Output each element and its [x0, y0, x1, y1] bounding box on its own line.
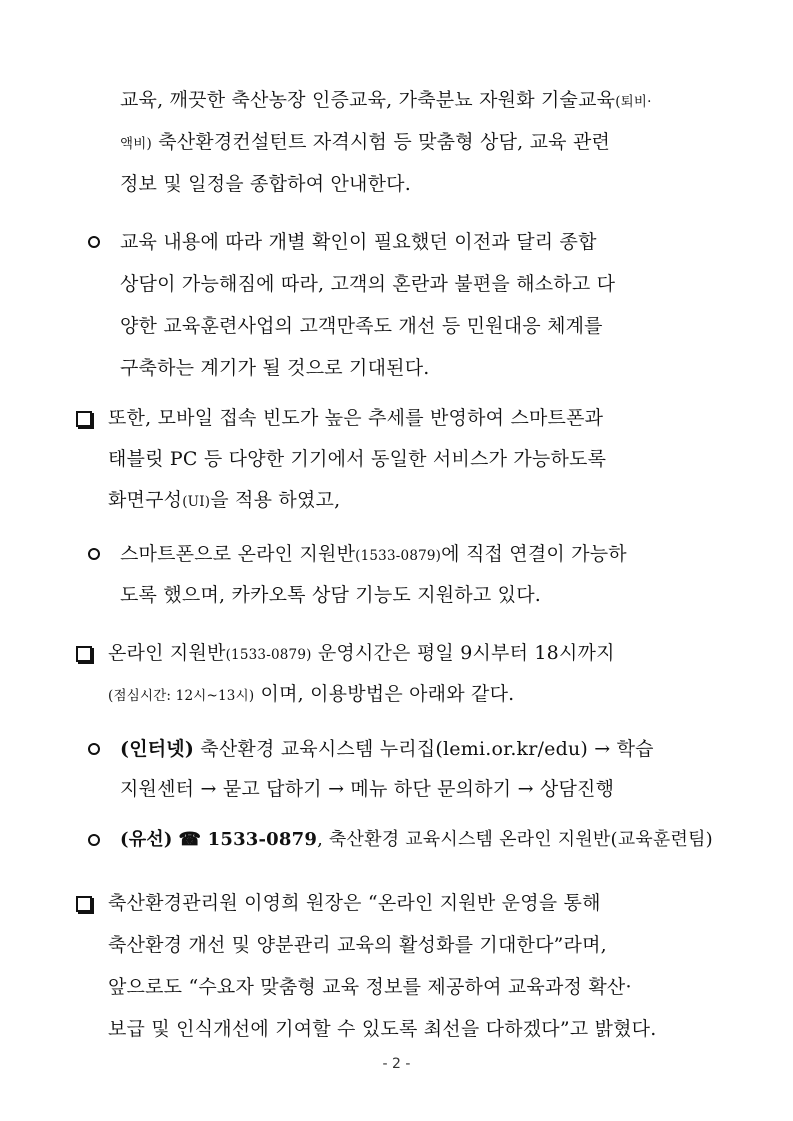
p3-line-3-small: (UI) — [182, 494, 211, 510]
p4-line-1-text-b: 에 직접 연결이 가능하 — [441, 543, 627, 565]
p1-line-2-text: 축산환경컨설턴트 자격시험 등 맞춤형 상담, 교육 관련 — [151, 131, 611, 153]
circle-bullet-icon — [88, 548, 100, 560]
p7-line-1 — [120, 828, 713, 852]
square-bullet-icon — [76, 896, 92, 912]
p1-line-1-text: 교육, 깨끗한 축산농장 인증교육, 가축분뇨 자원화 기술교육 — [120, 89, 616, 111]
square-bullet-icon — [76, 646, 92, 662]
p5-line-1-small: (1533-0879) — [225, 647, 312, 663]
p4-line-1-text-a: 스마트폰으로 온라인 지원반 — [120, 543, 356, 565]
p2-line-4: 구축하는 계기가 될 것으로 기대된다. — [120, 357, 430, 379]
p5-line-1 — [108, 641, 615, 667]
p2-line-3: 양한 교육훈련사업의 고객만족도 개선 등 민원대응 체계를 — [120, 315, 603, 337]
p5-line-1-text-b: 운영시간은 평일 9시부터 18시까지 — [311, 642, 615, 664]
p5-line-2-small: (점심시간: 12시~13시) — [108, 688, 255, 704]
circle-bullet-icon — [88, 236, 100, 248]
circle-bullet-icon — [88, 743, 100, 755]
circle-bullet-icon — [88, 834, 100, 846]
p6-label: (인터넷) — [120, 738, 195, 760]
p7-label: (유선) — [120, 829, 173, 850]
p1-line-2-small: 액비) — [120, 136, 152, 152]
p7-phone: ☎ 1533-0879 — [178, 829, 318, 850]
p3-line-3-text-b: 을 적용 하였고, — [210, 489, 341, 511]
p8-line-1: 축산환경관리원 이영희 원장은 “온라인 지원반 운영을 통해 — [108, 892, 601, 914]
p1-line-2 — [120, 130, 610, 156]
p2-line-1: 교육 내용에 따라 개별 확인이 필요했던 이전과 달리 종합 — [120, 231, 597, 253]
p1-line-1-small: (퇴비· — [615, 94, 652, 110]
p7-text: , 축산환경 교육시스템 온라인 지원반(교육훈련팀) — [317, 829, 713, 850]
p6-line-2: 지원센터 → 묻고 답하기 → 메뉴 하단 문의하기 → 상담진행 — [120, 778, 615, 800]
square-bullet-icon — [76, 411, 92, 427]
p3-line-3 — [108, 488, 340, 514]
p4-line-1 — [120, 542, 627, 568]
p5-line-1-text-a: 온라인 지원반 — [108, 642, 226, 664]
p8-line-3: 앞으로도 “수요자 맞춤형 교육 정보를 제공하여 교육과정 확산· — [108, 976, 632, 998]
p6-line-1 — [120, 737, 654, 761]
p5-line-2 — [108, 682, 514, 708]
p6-line-1-text: 축산환경 교육시스템 누리집(lemi.or.kr/edu) → 학습 — [194, 738, 654, 760]
p4-line-2: 도록 했으며, 카카오톡 상담 기능도 지원하고 있다. — [120, 584, 541, 606]
p1-line-3: 정보 및 일정을 종합하여 안내한다. — [120, 173, 411, 195]
p4-line-1-small: (1533-0879) — [355, 548, 442, 564]
p1-line-1 — [120, 88, 652, 114]
p5-line-2-text: 이며, 이용방법은 아래와 같다. — [254, 683, 515, 705]
p2-line-2: 상담이 가능해짐에 따라, 고객의 혼란과 불편을 해소하고 다 — [120, 273, 616, 295]
p3-line-3-text-a: 화면구성 — [108, 489, 183, 511]
p3-line-2: 태블릿 PC 등 다양한 기기에서 동일한 서비스가 가능하도록 — [108, 448, 607, 470]
page-number: - 2 - — [382, 1056, 411, 1072]
p8-line-4: 보급 및 인식개선에 기여할 수 있도록 최선을 다하겠다”고 밝혔다. — [108, 1018, 657, 1040]
p3-line-1: 또한, 모바일 접속 빈도가 높은 추세를 반영하여 스마트폰과 — [108, 407, 604, 429]
p8-line-2: 축산환경 개선 및 양분관리 교육의 활성화를 기대한다”라며, — [108, 934, 607, 956]
